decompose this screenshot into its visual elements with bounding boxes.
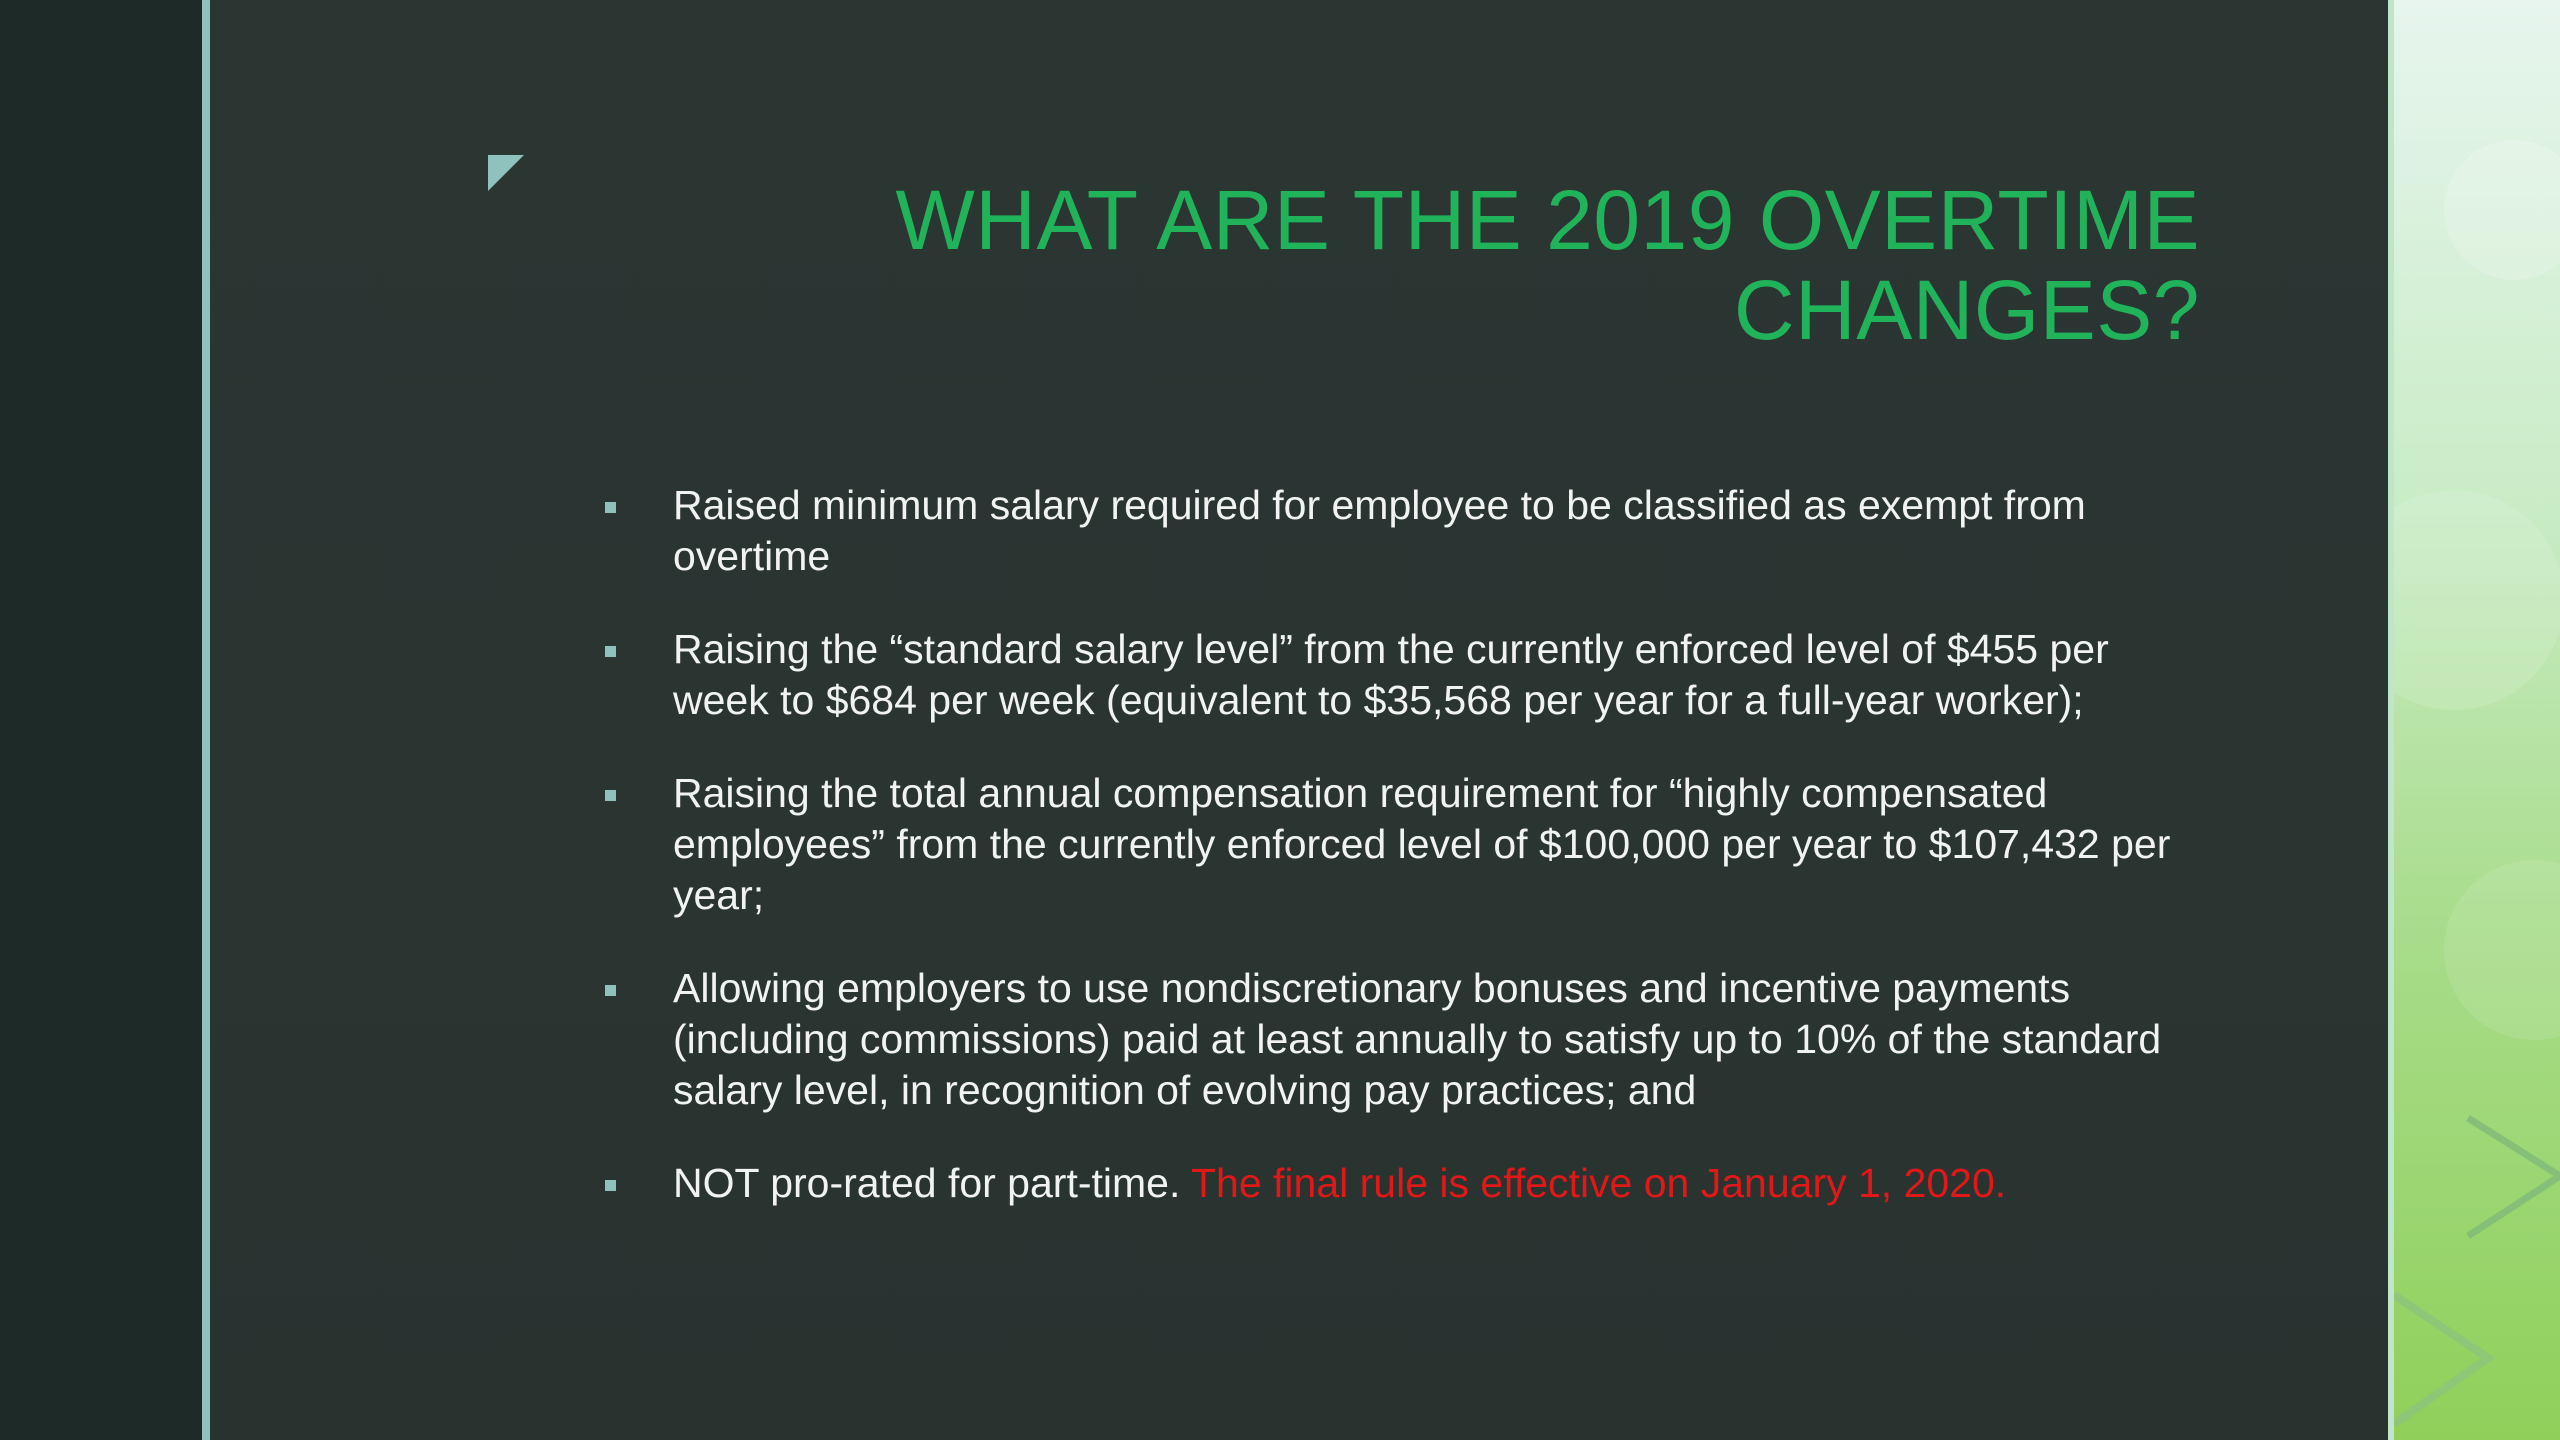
bullet-item: [600, 768, 2180, 921]
bullet-text: Raised minimum salary required for employee to be classified as exempt from overtime: [673, 482, 2086, 579]
bullet-item: [600, 1158, 2180, 1209]
title-line-2: CHANGES?: [1733, 263, 2200, 357]
effective-date-highlight: The final rule is effective on January 1, 2020.: [1191, 1160, 2007, 1206]
square-bullet-icon: [605, 646, 616, 657]
bullet-text: Raising the total annual compensation requirement for “highly compensated employees” from the currently enforced level of $100,000 per year to $107,432 per year;: [673, 770, 2171, 918]
chevron-outline-icon: [2394, 0, 2560, 1440]
bullet-text: NOT pro-rated for part-time.: [673, 1160, 1181, 1206]
bullet-item: [600, 480, 2180, 582]
left-sidebar-band: [0, 0, 202, 1440]
square-bullet-icon: [605, 790, 616, 801]
square-bullet-icon: [605, 502, 616, 513]
corner-triangle-icon: [488, 155, 524, 191]
bullet-text: Raising the “standard salary level” from the currently enforced level of $455 per week to $684 per week (equivalent to $35,568 per year for a full-year worker);: [673, 626, 2109, 723]
bullet-text: Allowing employers to use nondiscretionary bonuses and incentive payments (including commissions) paid at least annually to satisfy up to 10% of the standard salary level, in recognition of evolving pay practices; and: [673, 965, 2162, 1113]
left-accent-line: [202, 0, 210, 1440]
bullet-list: [600, 480, 2180, 1251]
bullet-item: [600, 624, 2180, 726]
slide-title: [860, 175, 2200, 355]
square-bullet-icon: [605, 1180, 616, 1191]
bullet-item: [600, 963, 2180, 1116]
right-decorative-band: [2394, 0, 2560, 1440]
title-line-1: WHAT ARE THE 2019 OVERTIME: [895, 173, 2200, 267]
square-bullet-icon: [605, 985, 616, 996]
